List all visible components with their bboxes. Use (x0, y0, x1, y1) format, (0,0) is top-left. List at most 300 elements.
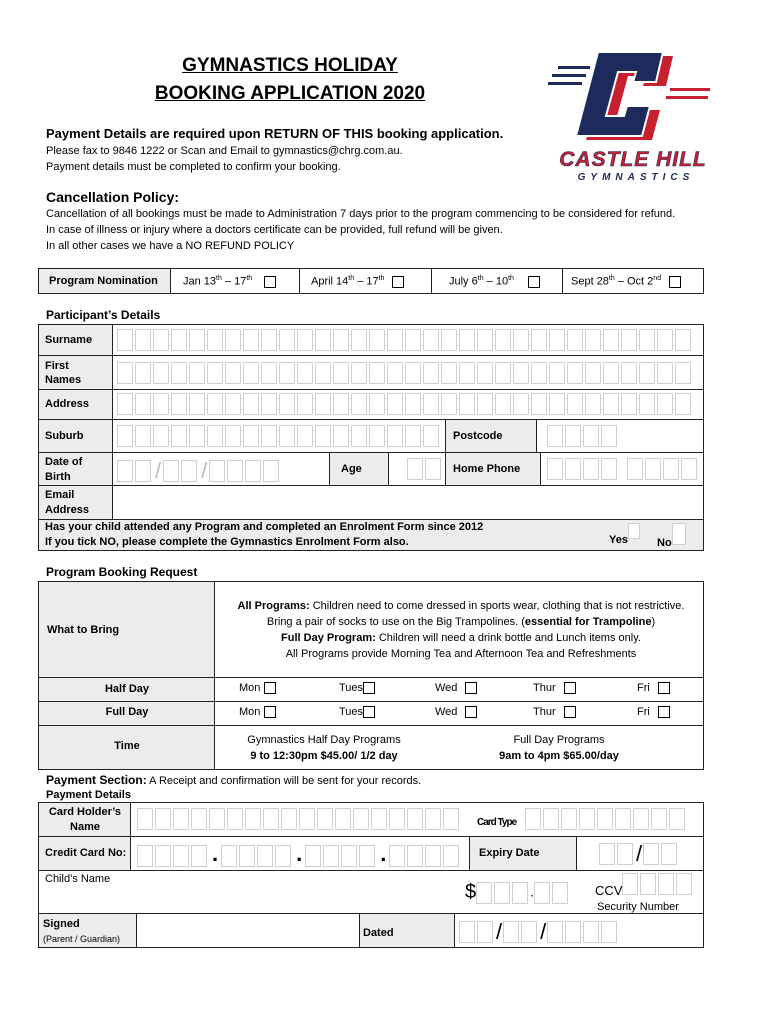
character-box[interactable] (225, 362, 241, 384)
character-box[interactable] (137, 845, 153, 867)
character-box[interactable] (423, 362, 439, 384)
character-box[interactable] (443, 845, 459, 867)
character-box[interactable] (279, 393, 295, 415)
character-box[interactable] (189, 329, 205, 351)
character-box[interactable] (243, 393, 259, 415)
participant-heading: Participant’s Details (46, 308, 161, 322)
character-box[interactable] (171, 329, 187, 351)
character-box[interactable] (627, 458, 643, 480)
full-day-mon[interactable] (239, 706, 276, 718)
character-box[interactable] (599, 843, 615, 865)
character-box[interactable] (503, 921, 519, 943)
home-phone-label: Home Phone (453, 463, 521, 475)
email-label (45, 488, 89, 518)
character-box[interactable] (441, 362, 457, 384)
character-box[interactable] (405, 425, 421, 447)
character-box[interactable] (585, 329, 601, 351)
character-box[interactable] (387, 329, 403, 351)
character-box[interactable] (153, 393, 169, 415)
character-box[interactable] (615, 808, 631, 830)
option-text-b: – 10 (483, 275, 509, 288)
character-box[interactable] (669, 808, 685, 830)
home-phone-field[interactable] (547, 458, 699, 480)
character-box[interactable] (333, 425, 349, 447)
day-label: Fri (637, 682, 650, 694)
character-box[interactable] (681, 458, 697, 480)
socks-bold: essential for Trampoline (524, 616, 652, 628)
character-box[interactable] (387, 393, 403, 415)
option-sup-a: th (216, 275, 222, 282)
surname-field[interactable] (117, 329, 693, 351)
checkbox-half-mon[interactable] (264, 682, 276, 694)
character-box[interactable] (189, 425, 205, 447)
character-box[interactable] (495, 329, 511, 351)
character-box[interactable] (135, 460, 151, 482)
character-box[interactable] (423, 329, 439, 351)
character-box[interactable] (117, 425, 133, 447)
card-holder-label-1: Card Holder’s (48, 806, 122, 818)
character-box[interactable] (135, 362, 151, 384)
character-box[interactable] (117, 393, 133, 415)
character-box[interactable] (279, 425, 295, 447)
character-box[interactable] (676, 873, 692, 895)
signature-field[interactable] (139, 916, 359, 946)
nomination-option-sept[interactable] (571, 275, 703, 288)
nomination-option-april[interactable] (311, 275, 441, 288)
character-box[interactable] (405, 393, 421, 415)
dated-field[interactable]: / / (459, 919, 619, 945)
half-day-mon[interactable] (239, 682, 276, 694)
payment-note: Payment details must be completed to confirm your booking. (46, 161, 341, 173)
day-label: Thur (533, 706, 556, 718)
character-box[interactable] (207, 362, 223, 384)
character-box[interactable] (531, 393, 547, 415)
character-box[interactable] (279, 362, 295, 384)
character-box[interactable] (263, 460, 279, 482)
character-box[interactable] (359, 845, 375, 867)
character-box[interactable] (621, 362, 637, 384)
character-box[interactable] (495, 362, 511, 384)
character-box[interactable] (351, 362, 367, 384)
character-box[interactable] (583, 425, 599, 447)
character-box[interactable] (495, 393, 511, 415)
character-box[interactable] (512, 882, 528, 904)
character-box[interactable] (117, 460, 133, 482)
character-box[interactable] (561, 808, 577, 830)
character-box[interactable] (585, 393, 601, 415)
character-box[interactable] (477, 362, 493, 384)
full-day-tues[interactable] (339, 706, 375, 718)
checkbox-full-tues[interactable] (363, 706, 375, 718)
character-box[interactable] (407, 458, 423, 480)
character-box[interactable] (153, 329, 169, 351)
character-box[interactable] (333, 329, 349, 351)
character-box[interactable] (239, 845, 255, 867)
character-box[interactable] (315, 393, 331, 415)
character-box[interactable] (567, 393, 583, 415)
character-box[interactable] (245, 460, 261, 482)
character-box[interactable] (243, 425, 259, 447)
character-box[interactable] (661, 843, 677, 865)
character-box[interactable] (135, 329, 151, 351)
character-box[interactable] (263, 808, 279, 830)
character-box[interactable] (207, 425, 223, 447)
card-holder-label-2: Name (70, 821, 100, 833)
character-box[interactable] (477, 329, 493, 351)
character-box[interactable] (351, 329, 367, 351)
character-box[interactable] (163, 460, 179, 482)
character-box[interactable] (261, 362, 277, 384)
character-box[interactable] (117, 329, 133, 351)
option-sup-a: th (348, 275, 355, 282)
character-box[interactable] (443, 808, 459, 830)
character-box[interactable] (603, 393, 619, 415)
half-day-label: Half Day (104, 683, 150, 695)
checkbox-full-thur[interactable] (564, 706, 576, 718)
character-box[interactable] (279, 329, 295, 351)
character-box[interactable] (225, 393, 241, 415)
half-day-fri[interactable] (637, 682, 670, 694)
checkbox-half-tues[interactable] (363, 682, 375, 694)
checkbox-july[interactable] (528, 276, 540, 288)
character-box[interactable] (425, 458, 441, 480)
character-box[interactable] (225, 329, 241, 351)
character-box[interactable] (603, 362, 619, 384)
socks-end: ) (651, 616, 656, 628)
character-box[interactable] (549, 362, 565, 384)
dollar-sign: $ (465, 881, 477, 903)
amount-field[interactable]: $ . (465, 881, 570, 904)
character-box[interactable] (257, 845, 273, 867)
character-box[interactable] (601, 458, 617, 480)
form-title (120, 52, 460, 108)
suburb-label: Suburb (45, 430, 84, 442)
character-box[interactable] (531, 329, 547, 351)
character-box[interactable] (423, 425, 439, 447)
character-box[interactable] (299, 808, 315, 830)
character-box[interactable] (135, 393, 151, 415)
character-box[interactable] (369, 362, 385, 384)
checkbox-sept[interactable] (669, 276, 681, 288)
character-box[interactable] (543, 808, 559, 830)
character-box[interactable] (387, 362, 403, 384)
full-day-fri[interactable] (637, 706, 670, 718)
character-box[interactable] (658, 873, 674, 895)
character-box[interactable] (621, 329, 637, 351)
ccv-field[interactable] (595, 873, 694, 898)
nomination-option-jan[interactable] (183, 275, 301, 288)
character-box[interactable] (369, 425, 385, 447)
character-box[interactable] (173, 808, 189, 830)
day-label: Wed (435, 706, 458, 718)
character-box[interactable] (423, 393, 439, 415)
character-box[interactable] (494, 882, 510, 904)
character-box[interactable] (389, 808, 405, 830)
dob-field[interactable]: / / (117, 458, 281, 484)
character-box[interactable] (315, 362, 331, 384)
no-option[interactable] (657, 523, 688, 549)
checkbox-april[interactable] (392, 276, 404, 288)
character-box[interactable] (547, 425, 563, 447)
payment-section-line (46, 773, 421, 787)
character-box[interactable] (601, 425, 617, 447)
dob-label-2: Birth (45, 471, 71, 483)
character-box[interactable] (651, 808, 667, 830)
character-box[interactable] (227, 808, 243, 830)
character-box[interactable] (153, 425, 169, 447)
character-box[interactable] (621, 393, 637, 415)
character-box[interactable] (603, 329, 619, 351)
character-box[interactable] (315, 425, 331, 447)
cancellation-line2: In case of illness or injury where a doctors certificate can be provided, full refund will be given. (46, 224, 503, 236)
character-box[interactable] (459, 362, 475, 384)
full-day-times (459, 732, 659, 764)
character-box[interactable] (275, 845, 291, 867)
character-box[interactable] (663, 458, 679, 480)
email-label-2: Address (45, 504, 90, 516)
character-box[interactable] (675, 393, 691, 415)
half-day-wed[interactable] (435, 682, 477, 694)
option-sup-b: th (378, 275, 385, 282)
character-box[interactable] (459, 921, 475, 943)
character-box[interactable] (633, 808, 649, 830)
postcode-field[interactable] (547, 425, 619, 447)
checkbox-jan[interactable] (264, 276, 276, 288)
all-programs-label: All Programs: (237, 600, 310, 612)
suburb-field[interactable] (117, 425, 441, 447)
first-names-field[interactable] (117, 362, 693, 384)
character-box[interactable] (351, 393, 367, 415)
childs-name-field[interactable] (131, 873, 461, 909)
character-box[interactable] (476, 882, 492, 904)
yes-option[interactable] (609, 523, 642, 546)
character-box[interactable] (425, 845, 441, 867)
character-box[interactable] (405, 362, 421, 384)
character-box[interactable] (191, 808, 207, 830)
character-box[interactable] (351, 425, 367, 447)
character-box[interactable] (173, 845, 189, 867)
character-box[interactable] (441, 329, 457, 351)
day-label: Mon (239, 682, 261, 694)
character-box[interactable] (585, 362, 601, 384)
character-box[interactable] (622, 873, 638, 895)
character-box[interactable] (657, 329, 673, 351)
age-field[interactable] (407, 458, 443, 480)
character-box[interactable] (227, 460, 243, 482)
half-day-thur[interactable] (533, 682, 576, 694)
what-to-bring-label: What to Bring (47, 624, 120, 636)
program-nomination-label: Program Nomination (39, 269, 171, 293)
character-box[interactable] (565, 921, 581, 943)
character-box[interactable] (243, 329, 259, 351)
character-box[interactable] (207, 393, 223, 415)
full-day-thur[interactable] (533, 706, 576, 718)
option-sup-b: nd (653, 275, 662, 282)
character-box[interactable] (459, 393, 475, 415)
character-box[interactable] (513, 329, 529, 351)
character-box[interactable] (317, 808, 333, 830)
character-box[interactable] (601, 921, 617, 943)
character-box[interactable] (181, 460, 197, 482)
character-box[interactable] (225, 425, 241, 447)
email-field[interactable] (117, 488, 697, 516)
checkbox-half-wed[interactable] (465, 682, 477, 694)
character-box[interactable] (521, 921, 537, 943)
character-box[interactable] (341, 845, 357, 867)
character-box[interactable] (371, 808, 387, 830)
character-box[interactable] (333, 362, 349, 384)
character-box[interactable] (243, 362, 259, 384)
day-label: Wed (435, 682, 458, 694)
character-box[interactable] (191, 845, 207, 867)
no-checkbox[interactable] (672, 523, 686, 545)
first-names-label-1: First (45, 360, 69, 372)
character-box[interactable] (281, 808, 297, 830)
character-box[interactable] (477, 393, 493, 415)
half-day-detail: 9 to 12:30pm $45.00/ 1/2 day (250, 750, 398, 762)
character-box[interactable] (645, 458, 661, 480)
day-label: Tues (339, 682, 364, 694)
option-text-b: – 17 (354, 275, 379, 288)
character-box[interactable] (675, 362, 691, 384)
character-box[interactable] (389, 845, 405, 867)
fax-instructions: Please fax to 9846 1222 or Scan and Email to gymnastics@chrg.com.au. (46, 145, 403, 157)
character-box[interactable] (657, 362, 673, 384)
character-box[interactable] (549, 329, 565, 351)
character-box[interactable] (369, 329, 385, 351)
payment-table (38, 802, 704, 948)
character-box[interactable] (547, 458, 563, 480)
character-box[interactable] (171, 425, 187, 447)
character-box[interactable] (531, 362, 547, 384)
character-box[interactable] (323, 845, 339, 867)
dob-label-1: Date of (45, 456, 83, 468)
character-box[interactable] (534, 882, 550, 904)
character-box[interactable] (657, 393, 673, 415)
parent-guardian-note: (Parent / Guardian) (43, 934, 121, 944)
character-box[interactable] (552, 882, 568, 904)
character-box[interactable] (565, 458, 581, 480)
character-box[interactable] (333, 393, 349, 415)
character-box[interactable] (221, 845, 237, 867)
character-box[interactable] (513, 362, 529, 384)
character-box[interactable] (305, 845, 321, 867)
character-box[interactable] (137, 808, 153, 830)
full-day-line (219, 630, 703, 646)
character-box[interactable] (583, 921, 599, 943)
character-box[interactable] (477, 921, 493, 943)
character-box[interactable] (297, 393, 313, 415)
character-box[interactable] (567, 362, 583, 384)
character-box[interactable] (353, 808, 369, 830)
character-box[interactable] (189, 393, 205, 415)
email-label-1: Email (45, 489, 75, 501)
checkbox-half-fri[interactable] (658, 682, 670, 694)
half-day-tues[interactable] (339, 682, 375, 694)
card-type-field[interactable] (525, 808, 687, 830)
character-box[interactable] (675, 329, 691, 351)
character-box[interactable] (639, 393, 655, 415)
character-box[interactable] (583, 458, 599, 480)
character-box[interactable] (209, 808, 225, 830)
character-box[interactable] (459, 329, 475, 351)
character-box[interactable] (207, 329, 223, 351)
character-box[interactable] (189, 362, 205, 384)
character-box[interactable] (513, 393, 529, 415)
checkbox-full-fri[interactable] (658, 706, 670, 718)
character-box[interactable] (155, 808, 171, 830)
character-box[interactable] (245, 808, 261, 830)
character-box[interactable] (171, 393, 187, 415)
character-box[interactable] (135, 425, 151, 447)
day-label: Tues (339, 706, 364, 718)
character-box[interactable] (261, 393, 277, 415)
character-box[interactable] (117, 362, 133, 384)
age-label: Age (341, 463, 362, 475)
character-box[interactable] (405, 329, 421, 351)
character-box[interactable] (640, 873, 656, 895)
character-box[interactable] (565, 425, 581, 447)
character-box[interactable] (155, 845, 171, 867)
cancellation-line3: In all other cases we have a NO REFUND POLICY (46, 240, 295, 252)
morning-tea-line: All Programs provide Morning Tea and Afternoon Tea and Refreshments (285, 648, 637, 660)
expiry-field[interactable]: / (599, 841, 679, 867)
character-box[interactable] (525, 808, 541, 830)
booking-heading: Program Booking Request (46, 565, 198, 579)
character-box[interactable] (153, 362, 169, 384)
character-box[interactable] (387, 425, 403, 447)
character-box[interactable] (297, 425, 313, 447)
character-box[interactable] (407, 845, 423, 867)
character-box[interactable] (617, 843, 633, 865)
character-box[interactable] (639, 362, 655, 384)
childs-name-label: Child’s Name (45, 873, 111, 885)
character-box[interactable] (597, 808, 613, 830)
character-box[interactable] (261, 329, 277, 351)
character-box[interactable] (297, 329, 313, 351)
character-box[interactable] (547, 921, 563, 943)
checkbox-full-wed[interactable] (465, 706, 477, 718)
full-day-wed[interactable] (435, 706, 477, 718)
character-box[interactable] (315, 329, 331, 351)
nomination-option-july[interactable] (449, 275, 569, 288)
character-box[interactable] (335, 808, 351, 830)
checkbox-full-mon[interactable] (264, 706, 276, 718)
yes-checkbox[interactable] (628, 523, 640, 539)
address-field[interactable] (117, 393, 693, 415)
character-box[interactable] (425, 808, 441, 830)
character-box[interactable] (297, 362, 313, 384)
character-box[interactable] (209, 460, 225, 482)
full-day-program-label: Full Day Program: (281, 632, 376, 644)
character-box[interactable] (567, 329, 583, 351)
character-box[interactable] (643, 843, 659, 865)
character-box[interactable] (171, 362, 187, 384)
character-box[interactable] (639, 329, 655, 351)
checkbox-half-thur[interactable] (564, 682, 576, 694)
card-holder-field[interactable] (137, 808, 461, 830)
character-box[interactable] (579, 808, 595, 830)
character-box[interactable] (441, 393, 457, 415)
character-box[interactable] (369, 393, 385, 415)
half-day-title: Gymnastics Half Day Programs (247, 734, 401, 746)
character-box[interactable] (549, 393, 565, 415)
booking-table (38, 581, 704, 770)
character-box[interactable] (261, 425, 277, 447)
character-box[interactable] (407, 808, 423, 830)
security-number-label: Security Number (597, 901, 679, 913)
credit-card-field[interactable]: . . . (137, 841, 461, 867)
